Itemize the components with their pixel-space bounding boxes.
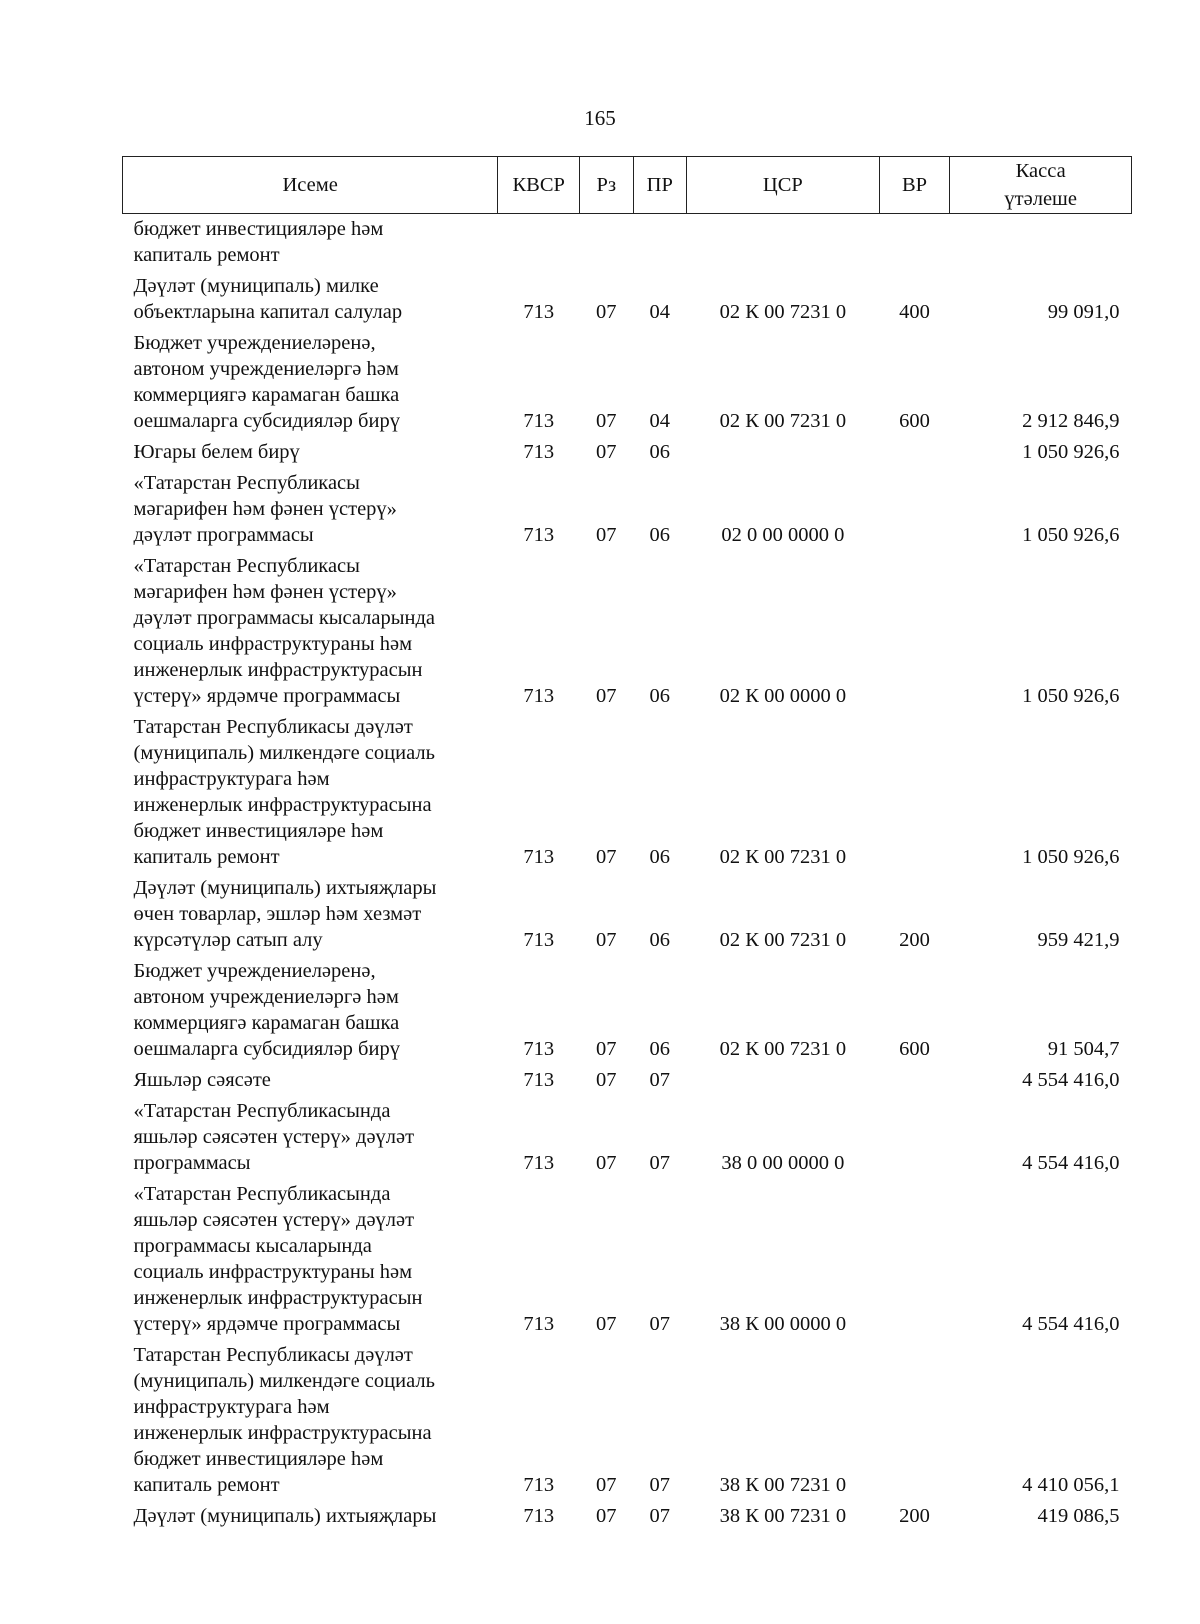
row-pr: 07 <box>649 1069 671 1091</box>
row-name-line: бюджет инвестицияләре һәм <box>133 820 384 842</box>
row-name-line: мәгарифен һәм фәнен үстерү» <box>133 581 397 603</box>
row-vr <box>879 1176 950 1337</box>
row-name-line: яшьләр сәясәтен үстерү» дәүләт <box>133 1126 415 1148</box>
row-name-line: Бюджет учреждениеләренә, <box>133 332 376 354</box>
row-pr: 07 <box>649 1313 671 1335</box>
row-name-line: Яшьләр сәясәте <box>133 1069 271 1091</box>
row-name-line: инфраструктурага һәм <box>133 1396 330 1418</box>
table-header <box>123 157 1132 214</box>
row-name-line: Татарстан Республикасы дәүләт <box>133 1344 413 1366</box>
row-csr: 02 К 00 7231 0 <box>719 1038 847 1060</box>
table-row <box>123 548 1132 709</box>
row-amount: 91 504,7 <box>1047 1038 1120 1060</box>
header-kvsr: КВСР <box>498 157 580 214</box>
header-csr: ЦСР <box>687 157 880 214</box>
header-kassa-line-2: үтәлеше <box>1004 188 1077 210</box>
header-name: Исеме <box>123 157 498 214</box>
table-row <box>123 465 1132 548</box>
row-rz: 07 <box>596 524 617 546</box>
table-row <box>123 1337 1132 1498</box>
row-csr: 02 К 00 7231 0 <box>719 301 847 323</box>
row-name-line: күрсәтүләр сатып алу <box>133 929 323 951</box>
row-name-line: оешмаларга субсидияләр бирү <box>133 1038 400 1060</box>
table-body <box>123 214 1132 1530</box>
table-row <box>123 1176 1132 1337</box>
row-name <box>123 434 498 465</box>
row-name-line: социаль инфраструктураны һәм <box>133 1261 413 1283</box>
table-row <box>123 1093 1132 1176</box>
row-csr: 02 К 00 7231 0 <box>719 846 847 868</box>
page-number: 165 <box>584 106 616 130</box>
row-csr: 02 К 00 0000 0 <box>719 685 847 707</box>
row-amount: 99 091,0 <box>1047 301 1120 323</box>
budget-table <box>122 156 1132 1529</box>
row-name-line: дәүләт программасы <box>133 524 314 546</box>
row-name-line: коммерциягә карамаган башка <box>133 384 400 406</box>
row-amount: 1 050 926,6 <box>1022 441 1120 463</box>
row-vr <box>879 1337 950 1498</box>
row-csr: 02 К 00 7231 0 <box>719 410 847 432</box>
row-rz <box>580 214 633 269</box>
row-pr: 06 <box>649 929 671 951</box>
row-amount: 4 554 416,0 <box>1022 1152 1120 1174</box>
row-pr: 07 <box>649 1505 671 1527</box>
row-amount: 1 050 926,6 <box>1022 846 1120 868</box>
row-rz: 07 <box>596 301 617 323</box>
row-name-line: капиталь ремонт <box>133 846 280 868</box>
row-name-line: инфраструктурага һәм <box>133 768 330 790</box>
row-name-line: инженерлык инфраструктурасына <box>133 794 432 816</box>
row-kvsr <box>498 214 580 269</box>
row-vr <box>879 709 950 870</box>
row-name-line: программасы <box>133 1152 251 1174</box>
row-name-line: Дәүләт (муниципаль) ихтыяҗлары <box>133 1505 437 1527</box>
row-csr: 02 К 00 7231 0 <box>719 929 847 951</box>
table-row <box>123 953 1132 1062</box>
row-kvsr: 713 <box>523 846 555 868</box>
row-name <box>123 325 498 434</box>
row-name-line: бюджет инвестицияләре һәм <box>133 1448 384 1470</box>
row-kvsr: 713 <box>523 1474 555 1496</box>
row-rz: 07 <box>596 1474 617 1496</box>
row-kvsr: 713 <box>523 441 555 463</box>
row-name-line: мәгарифен һәм фәнен үстерү» <box>133 498 397 520</box>
row-name-line: инженерлык инфраструктурасын <box>133 659 423 681</box>
row-name-line: (муниципаль) милкендәге социаль <box>133 742 435 764</box>
row-csr: 38 0 00 0000 0 <box>721 1152 845 1174</box>
row-amount: 4 554 416,0 <box>1022 1069 1120 1091</box>
row-name-line: Дәүләт (муниципаль) милке <box>133 275 379 297</box>
row-name <box>123 1176 498 1337</box>
row-name-line: Бюджет учреждениеләренә, <box>133 960 376 982</box>
row-vr <box>879 214 950 269</box>
row-name <box>123 870 498 953</box>
row-name <box>123 709 498 870</box>
header-rz: Рз <box>580 157 633 214</box>
row-amount: 2 912 846,9 <box>1022 410 1120 432</box>
row-name <box>123 548 498 709</box>
row-name-line: үстерү» ярдәмче программасы <box>133 685 401 707</box>
row-pr: 04 <box>649 410 671 432</box>
header-kassa-line-1: Касса <box>1015 160 1066 182</box>
row-vr <box>879 465 950 548</box>
row-name <box>123 465 498 548</box>
row-name <box>123 1062 498 1093</box>
row-csr: 02 0 00 0000 0 <box>721 524 845 546</box>
header-kassa <box>950 157 1132 214</box>
row-pr: 06 <box>649 1038 671 1060</box>
row-name <box>123 1093 498 1176</box>
row-name-line: «Татарстан Республикасы <box>133 555 360 577</box>
row-vr <box>879 548 950 709</box>
row-kvsr: 713 <box>523 1313 555 1335</box>
row-pr: 06 <box>649 441 671 463</box>
row-name-line: инженерлык инфраструктурасына <box>133 1422 432 1444</box>
row-amount: 1 050 926,6 <box>1022 685 1120 707</box>
row-name-line: үстерү» ярдәмче программасы <box>133 1313 401 1335</box>
table-row <box>123 709 1132 870</box>
row-vr <box>879 1062 950 1093</box>
row-name-line: яшьләр сәясәтен үстерү» дәүләт <box>133 1209 415 1231</box>
row-rz: 07 <box>596 441 617 463</box>
row-kvsr: 713 <box>523 524 555 546</box>
row-vr: 600 <box>899 1038 930 1060</box>
row-name-line: капиталь ремонт <box>133 244 280 266</box>
row-pr <box>633 214 686 269</box>
row-name <box>123 1498 498 1529</box>
row-vr: 200 <box>899 1505 930 1527</box>
table-row <box>123 434 1132 465</box>
row-csr <box>687 214 880 269</box>
row-rz: 07 <box>596 1152 617 1174</box>
row-pr: 04 <box>649 301 671 323</box>
row-name-line: (муниципаль) милкендәге социаль <box>133 1370 435 1392</box>
row-kvsr: 713 <box>523 1038 555 1060</box>
header-vr: ВР <box>879 157 950 214</box>
row-vr <box>879 1093 950 1176</box>
row-name-line: оешмаларга субсидияләр бирү <box>133 410 400 432</box>
row-rz: 07 <box>596 1069 617 1091</box>
row-vr: 400 <box>899 301 930 323</box>
table-row <box>123 268 1132 325</box>
row-rz: 07 <box>596 1313 617 1335</box>
row-name-line: өчен товарлар, эшләр һәм хезмәт <box>133 903 422 925</box>
row-name-line: автоном учреждениеләргә һәм <box>133 986 399 1008</box>
row-name-line: коммерциягә карамаган башка <box>133 1012 400 1034</box>
row-pr: 07 <box>649 1152 671 1174</box>
row-rz: 07 <box>596 929 617 951</box>
row-name-line: Татарстан Республикасы дәүләт <box>133 716 413 738</box>
row-name-line: дәүләт программасы кысаларында <box>133 607 436 629</box>
row-name <box>123 268 498 325</box>
row-csr <box>687 434 880 465</box>
row-amount: 1 050 926,6 <box>1022 524 1120 546</box>
row-amount: 419 086,5 <box>1037 1505 1120 1527</box>
row-name-line: «Татарстан Республикасы <box>133 472 360 494</box>
row-rz: 07 <box>596 1505 617 1527</box>
row-pr: 07 <box>649 1474 671 1496</box>
row-kvsr: 713 <box>523 1505 555 1527</box>
row-csr: 38 К 00 0000 0 <box>719 1313 847 1335</box>
table-row <box>123 1062 1132 1093</box>
row-name-line: капиталь ремонт <box>133 1474 280 1496</box>
row-vr <box>879 434 950 465</box>
row-pr: 06 <box>649 685 671 707</box>
row-csr <box>687 1062 880 1093</box>
row-name-line: программасы кысаларында <box>133 1235 372 1257</box>
row-name-line: автоном учреждениеләргә һәм <box>133 358 399 380</box>
table-row <box>123 325 1132 434</box>
row-kvsr: 713 <box>523 1069 555 1091</box>
row-name-line: бюджет инвестицияләре һәм <box>133 218 384 240</box>
row-name-line: «Татарстан Республикасында <box>133 1100 391 1122</box>
row-name-line: «Татарстан Республикасында <box>133 1183 391 1205</box>
row-amount: 4 554 416,0 <box>1022 1313 1120 1335</box>
row-kvsr: 713 <box>523 685 555 707</box>
row-csr: 38 К 00 7231 0 <box>719 1505 847 1527</box>
row-amount <box>950 214 1132 269</box>
row-vr: 200 <box>899 929 930 951</box>
row-name <box>123 953 498 1062</box>
row-rz: 07 <box>596 410 617 432</box>
header-pr: ПР <box>633 157 686 214</box>
table-row <box>123 1498 1132 1529</box>
row-name <box>123 1337 498 1498</box>
row-pr: 06 <box>649 524 671 546</box>
table-row <box>123 214 1132 269</box>
row-kvsr: 713 <box>523 1152 555 1174</box>
row-amount: 4 410 056,1 <box>1022 1474 1120 1496</box>
row-vr: 600 <box>899 410 930 432</box>
row-kvsr: 713 <box>523 410 555 432</box>
row-name-line: Дәүләт (муниципаль) ихтыяҗлары <box>133 877 437 899</box>
row-rz: 07 <box>596 685 617 707</box>
row-name-line: социаль инфраструктураны һәм <box>133 633 413 655</box>
row-kvsr: 713 <box>523 929 555 951</box>
row-kvsr: 713 <box>523 301 555 323</box>
row-rz: 07 <box>596 1038 617 1060</box>
row-rz: 07 <box>596 846 617 868</box>
row-csr: 38 К 00 7231 0 <box>719 1474 847 1496</box>
row-name-line: объектларына капитал салулар <box>133 301 403 323</box>
table-row <box>123 870 1132 953</box>
row-name-line: инженерлык инфраструктурасын <box>133 1287 423 1309</box>
row-name <box>123 214 498 269</box>
row-pr: 06 <box>649 846 671 868</box>
row-amount: 959 421,9 <box>1037 929 1120 951</box>
row-name-line: Югары белем бирү <box>133 441 300 463</box>
